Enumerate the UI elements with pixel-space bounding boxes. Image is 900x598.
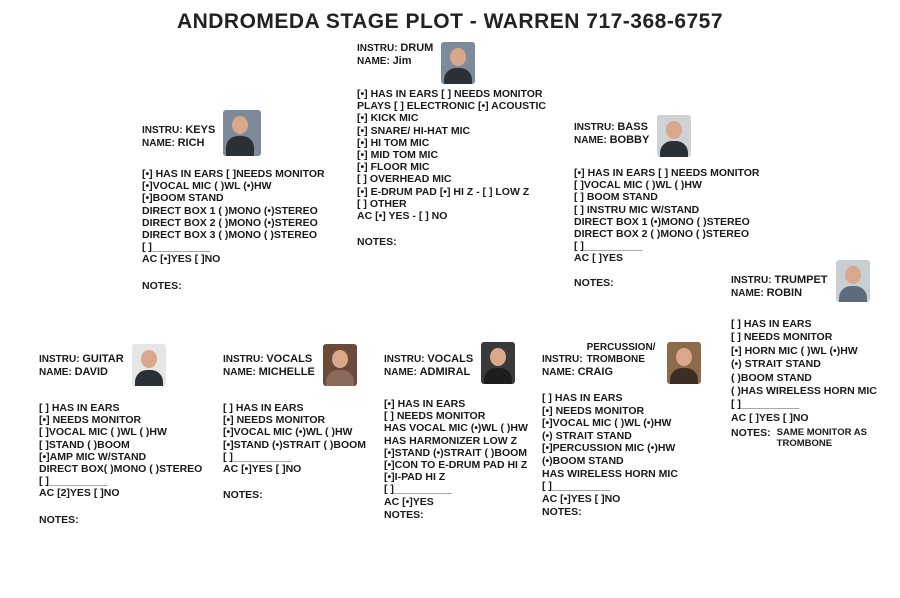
- name-line: [574, 134, 649, 147]
- notes-label: NOTES:: [384, 508, 424, 521]
- name-label: NAME:: [731, 288, 764, 299]
- vocals-michelle-header: [223, 344, 366, 386]
- name-label: NAME:: [542, 367, 575, 378]
- instrument-line: [39, 353, 124, 366]
- checklist-item: [ ] HAS IN EARS: [39, 402, 120, 414]
- guitar-player-photo: [132, 344, 166, 386]
- checklist-item: DIRECT BOX 1 (•)MONO ( )STEREO: [574, 215, 750, 228]
- instrument-line: [357, 42, 433, 55]
- checklist-item: PLAYS [ ] ELECTRONIC [•] ACOUSTIC: [357, 100, 546, 113]
- instrument-value: DRUM: [400, 42, 434, 54]
- drum-block: [357, 42, 546, 248]
- name-label: NAME:: [574, 135, 607, 146]
- trumpet-player-photo: [836, 260, 870, 302]
- guitar-header: [39, 344, 202, 386]
- checklist-item: [•]STAND (•)STRAIT ( )BOOM: [384, 446, 528, 459]
- name-label: NAME:: [142, 138, 175, 149]
- name-line: [223, 366, 315, 379]
- notes-label: NOTES:: [542, 506, 582, 519]
- checklist-item: [•] MID TOM MIC: [357, 149, 439, 162]
- checklist-item: DIRECT BOX( )MONO ( )STEREO: [39, 463, 203, 476]
- instrument-label: INSTRU:: [223, 354, 264, 365]
- checklist-item: AC [ ]YES: [574, 252, 624, 265]
- checklist-item: [•]AMP MIC W/STAND: [39, 450, 147, 463]
- checklist-item: [•] HORN MIC ( )WL (•)HW: [731, 344, 858, 357]
- checklist-item: [•] HAS IN EARS [ ]NEEDS MONITOR: [142, 168, 325, 180]
- checklist-item: AC [•]YES [ ]NO: [223, 463, 302, 476]
- vocals-admiral-block: [384, 342, 528, 521]
- checklist-item: [ ] NEEDS MONITOR: [384, 410, 486, 423]
- instrument-label: INSTRU:: [574, 122, 615, 133]
- checklist-item: [ ]STAND ( )BOOM: [39, 438, 130, 451]
- name-line: [731, 287, 828, 300]
- checklist-item: [ ]__________: [223, 450, 292, 463]
- instrument-value: VOCALS: [427, 353, 474, 365]
- keys-checklist: [142, 168, 325, 266]
- bass-player-photo: [657, 115, 691, 157]
- checklist-item: [ ] BOOM STAND: [574, 191, 658, 204]
- name-label: NAME:: [357, 56, 390, 67]
- name-value: RICH: [177, 137, 205, 149]
- instrument-label: INSTRU:: [542, 354, 583, 365]
- name-value: DAVID: [74, 366, 108, 378]
- instrument-value: KEYS: [185, 124, 216, 136]
- checklist-item: [ ] INSTRU MIC W/STAND: [574, 203, 700, 216]
- checklist-item: [•] HI TOM MIC: [357, 136, 430, 149]
- guitar-block: [39, 344, 202, 526]
- instrument-value: BASS: [617, 121, 648, 133]
- checklist-item: [ ] HAS IN EARS: [223, 402, 304, 414]
- checklist-item: [•]VOCAL MIC (•)WL ( )HW: [223, 426, 353, 439]
- vocals-admiral-header: [384, 342, 528, 384]
- checklist-item: AC [•]YES [ ]NO: [142, 253, 221, 266]
- trumpet-notes: [731, 427, 877, 449]
- checklist-item: [ ]VOCAL MIC ( )WL ( )HW: [574, 179, 702, 192]
- trumpet-header: [731, 260, 877, 302]
- instrument-value: GUITAR: [82, 353, 124, 365]
- name-value: BOBBY: [609, 134, 650, 146]
- percussion-header: [542, 340, 701, 384]
- keys-header: [142, 110, 325, 156]
- percussion-checklist: [542, 392, 701, 505]
- name-line: [384, 366, 473, 379]
- name-line: [357, 55, 433, 68]
- trumpet-checklist: [731, 318, 877, 425]
- vocals-admiral-photo: [481, 342, 515, 384]
- name-value: ADMIRAL: [419, 366, 471, 378]
- instrument-value: TRUMPET: [774, 274, 828, 286]
- instrument-label: INSTRU:: [384, 354, 425, 365]
- checklist-item: [ ]__________: [731, 398, 800, 411]
- checklist-item: [•] SNARE/ HI-HAT MIC: [357, 124, 471, 137]
- checklist-item: [•]CON TO E-DRUM PAD HI Z: [384, 459, 528, 472]
- name-line: [39, 366, 124, 379]
- checklist-item: DIRECT BOX 2 ( )MONO (•)STEREO: [142, 216, 318, 229]
- checklist-item: [ ] NEEDS MONITOR: [731, 331, 833, 344]
- guitar-checklist: [39, 402, 202, 500]
- notes-label: NOTES:: [731, 427, 771, 440]
- checklist-item: [ ]__________: [142, 241, 211, 254]
- checklist-item: AC [2]YES [ ]NO: [39, 487, 120, 500]
- checklist-item: [ ] OTHER: [357, 197, 407, 210]
- instrument-line: [384, 353, 473, 366]
- checklist-item: [•]STAND (•)STRAIT ( )BOOM: [223, 438, 367, 451]
- checklist-item: [•]I-PAD HI Z: [384, 471, 446, 484]
- instrument-line: [731, 274, 828, 287]
- notes-text: SAME MONITOR AS TROMBONE: [776, 427, 867, 450]
- checklist-item: [ ] OVERHEAD MIC: [357, 173, 452, 186]
- notes-label: NOTES:: [39, 513, 79, 526]
- notes-label: NOTES:: [574, 276, 614, 289]
- instrument-label: INSTRU:: [731, 275, 772, 286]
- checklist-item: (•)BOOM STAND: [542, 454, 624, 467]
- checklist-item: [ ] HAS IN EARS: [542, 392, 623, 404]
- page-title: ANDROMEDA STAGE PLOT - WARREN 717-368-6757: [176, 10, 724, 33]
- checklist-item: [•] HAS IN EARS: [384, 398, 466, 410]
- checklist-item: AC [•]YES [ ]NO: [542, 492, 621, 505]
- name-label: NAME:: [223, 367, 256, 378]
- name-label: NAME:: [39, 367, 72, 378]
- checklist-item: [•] HAS IN EARS [ ] NEEDS MONITOR: [357, 88, 543, 100]
- name-value: ROBIN: [766, 287, 803, 299]
- checklist-item: HAS WIRELESS HORN MIC: [542, 467, 678, 480]
- keys-block: [142, 110, 325, 292]
- checklist-item: [•] KICK MIC: [357, 112, 419, 125]
- checklist-item: (•) STRAIT STAND: [731, 358, 821, 371]
- instrument-label: INSTRU:: [357, 43, 398, 54]
- checklist-item: [•] NEEDS MONITOR: [223, 414, 326, 427]
- checklist-item: (•) STRAIT STAND: [542, 429, 632, 442]
- checklist-item: HAS VOCAL MIC (•)WL ( )HW: [384, 422, 528, 435]
- checklist-item: [•] FLOOR MIC: [357, 161, 430, 174]
- name-value: Jim: [392, 55, 412, 67]
- bass-checklist: [574, 167, 760, 265]
- name-line: [542, 366, 659, 379]
- drum-header: [357, 42, 546, 84]
- keys-player-photo: [223, 110, 261, 156]
- instrument-line: [542, 342, 659, 366]
- instrument-value: VOCALS: [266, 353, 313, 365]
- checklist-item: [•] NEEDS MONITOR: [39, 414, 142, 427]
- instrument-label: INSTRU:: [39, 354, 80, 365]
- checklist-item: AC [ ]YES [ ]NO: [731, 411, 809, 424]
- checklist-item: [ ]__________: [384, 483, 453, 496]
- name-value: CRAIG: [577, 366, 614, 378]
- checklist-item: AC [•] YES - [ ] NO: [357, 210, 448, 223]
- checklist-item: [ ]VOCAL MIC ( )WL ( )HW: [39, 426, 167, 439]
- percussion-block: [542, 340, 701, 519]
- instrument-line: [574, 121, 649, 134]
- notes-label: NOTES:: [357, 236, 397, 249]
- instrument-value: PERCUSSION/ TROMBONE: [586, 342, 656, 365]
- notes-label: NOTES:: [142, 279, 182, 292]
- drum-checklist: [357, 88, 546, 222]
- checklist-item: DIRECT BOX 1 ( )MONO (•)STEREO: [142, 204, 318, 217]
- instrument-line: [142, 124, 215, 137]
- checklist-item: [•] HAS IN EARS [ ] NEEDS MONITOR: [574, 167, 760, 179]
- checklist-item: [•] E-DRUM PAD [•] HI Z - [ ] LOW Z: [357, 185, 530, 198]
- vocals-michelle-block: [223, 344, 366, 501]
- checklist-item: ( )HAS WIRELESS HORN MIC: [731, 385, 877, 398]
- checklist-item: [•]VOCAL MIC ( )WL (•)HW: [142, 180, 272, 193]
- checklist-item: DIRECT BOX 2 ( )MONO ( )STEREO: [574, 228, 750, 241]
- notes-label: NOTES:: [223, 489, 263, 502]
- name-value: MICHELLE: [258, 366, 315, 378]
- drum-player-photo: [441, 42, 475, 84]
- vocals-admiral-checklist: [384, 398, 528, 508]
- checklist-item: [ ]__________: [542, 480, 611, 493]
- trumpet-block: [731, 260, 877, 449]
- instrument-label: INSTRU:: [142, 125, 183, 136]
- checklist-item: [•]VOCAL MIC ( )WL (•)HW: [542, 417, 672, 430]
- instrument-line: [223, 353, 315, 366]
- checklist-item: [•]PERCUSSION MIC (•)HW: [542, 442, 676, 455]
- checklist-item: DIRECT BOX 3 ( )MONO ( )STEREO: [142, 229, 318, 242]
- checklist-item: HAS HARMONIZER LOW Z: [384, 434, 517, 447]
- vocals-michelle-photo: [323, 344, 357, 386]
- checklist-item: ( )BOOM STAND: [731, 371, 812, 384]
- vocals-michelle-checklist: [223, 402, 366, 475]
- checklist-item: [ ]__________: [574, 240, 643, 253]
- name-line: [142, 137, 215, 150]
- checklist-item: [ ] HAS IN EARS: [731, 318, 812, 330]
- checklist-item: [•] NEEDS MONITOR: [542, 404, 645, 417]
- checklist-item: [•]BOOM STAND: [142, 192, 224, 205]
- bass-header: [574, 115, 760, 157]
- percussion-player-photo: [667, 342, 701, 384]
- name-label: NAME:: [384, 367, 417, 378]
- checklist-item: [ ]__________: [39, 475, 108, 488]
- checklist-item: AC [•]YES: [384, 495, 434, 508]
